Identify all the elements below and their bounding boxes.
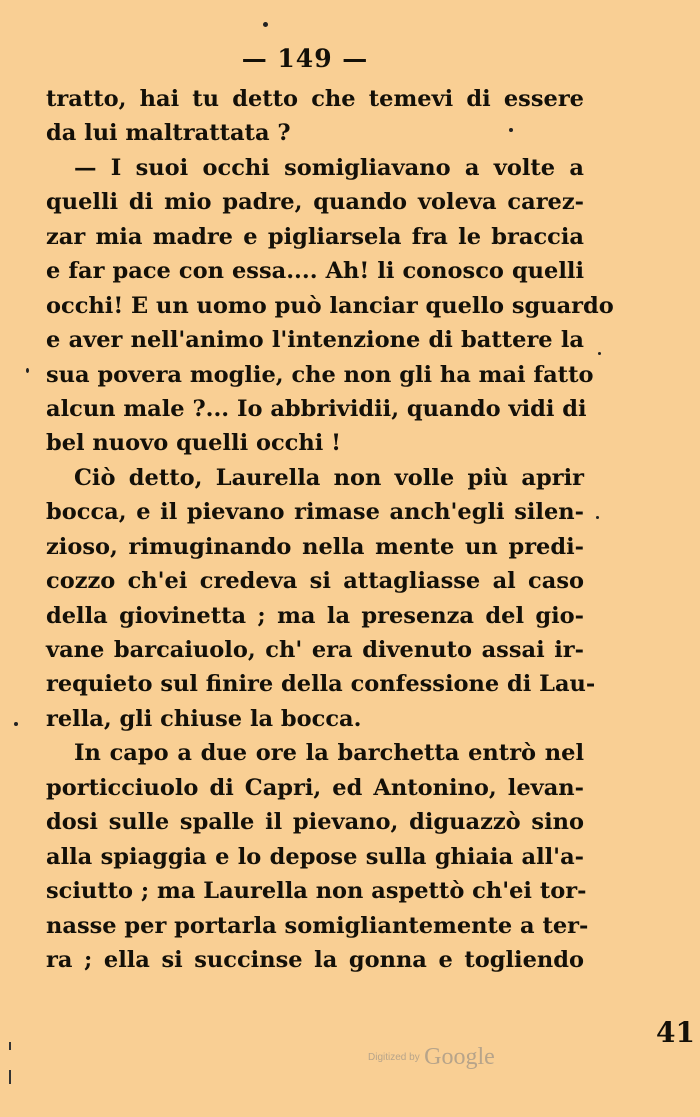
text-line: alla spiaggia e lo depose sulla ghiaia all'a- xyxy=(46,843,584,870)
text-line: da lui maltrattata ? xyxy=(46,120,291,147)
text-line: Ciò detto, Laurella non volle più aprir xyxy=(74,464,584,491)
text-line: zar mia madre e pigliarsela fra le braccia xyxy=(46,223,584,250)
speck-left-2 xyxy=(14,722,18,726)
text-line: bocca, e il pievano rimase anch'egli silen- xyxy=(46,499,584,526)
text-line: occhi! E un uomo può lanciar quello sguardo xyxy=(46,292,614,319)
text-line: e far pace con essa.... Ah! li conosco quelli xyxy=(46,258,584,285)
text-line: requieto sul finire della confessione di Lau- xyxy=(46,671,596,698)
text-line: dosi sulle spalle il pievano, diguazzò sino xyxy=(46,809,584,836)
signature-mark: 41 xyxy=(656,1016,695,1049)
text-line: ra ; ella si succinse la gonna e togliendo xyxy=(46,946,584,973)
text-line: In capo a due ore la barchetta entrò nel xyxy=(74,740,584,767)
text-line: nasse per portarla somigliantemente a ter- xyxy=(46,912,589,939)
body-text xyxy=(46,82,614,977)
text-line: della giovinetta ; ma la presenza del gio- xyxy=(46,602,584,629)
edge-mark-2 xyxy=(9,1070,11,1084)
text-line: alcun male ?... Io abbrividii, quando vidi di xyxy=(46,395,587,422)
edge-mark-1 xyxy=(9,1042,11,1050)
speck-left-1 xyxy=(26,368,29,373)
text-line: sua povera moglie, che non gli ha mai fatto xyxy=(46,361,594,388)
text-line: porticciuolo di Capri, ed Antonino, levan- xyxy=(46,774,584,801)
speck-top xyxy=(263,22,268,27)
text-line: — I suoi occhi somigliavano a volte a xyxy=(74,154,584,181)
watermark-brand: Google xyxy=(424,1044,495,1070)
text-line: sciutto ; ma Laurella non aspettò ch'ei tor- xyxy=(46,878,587,905)
text-line: vane barcaiuolo, ch' era divenuto assai ir- xyxy=(46,637,584,663)
text-line: rella, gli chiuse la bocca. xyxy=(46,705,362,732)
text-line: bel nuovo quelli occhi ! xyxy=(46,430,341,457)
speck-right-1 xyxy=(509,128,513,132)
scan-watermark xyxy=(368,1044,495,1071)
text-line: zioso, rimuginando nella mente un predi- xyxy=(46,533,584,560)
text-line: cozzo ch'ei credeva si attagliasse al caso xyxy=(46,568,584,595)
watermark-prefix: Digitized by xyxy=(368,1052,420,1063)
speck-right-3 xyxy=(596,516,599,519)
speck-right-2 xyxy=(598,352,601,355)
page-number: — 149 — xyxy=(241,44,369,73)
text-line: quelli di mio padre, quando voleva carez- xyxy=(46,189,584,216)
text-line: e aver nell'animo l'intenzione di battere la xyxy=(46,327,584,354)
text-line: tratto, hai tu detto che temevi di essere xyxy=(46,86,584,112)
